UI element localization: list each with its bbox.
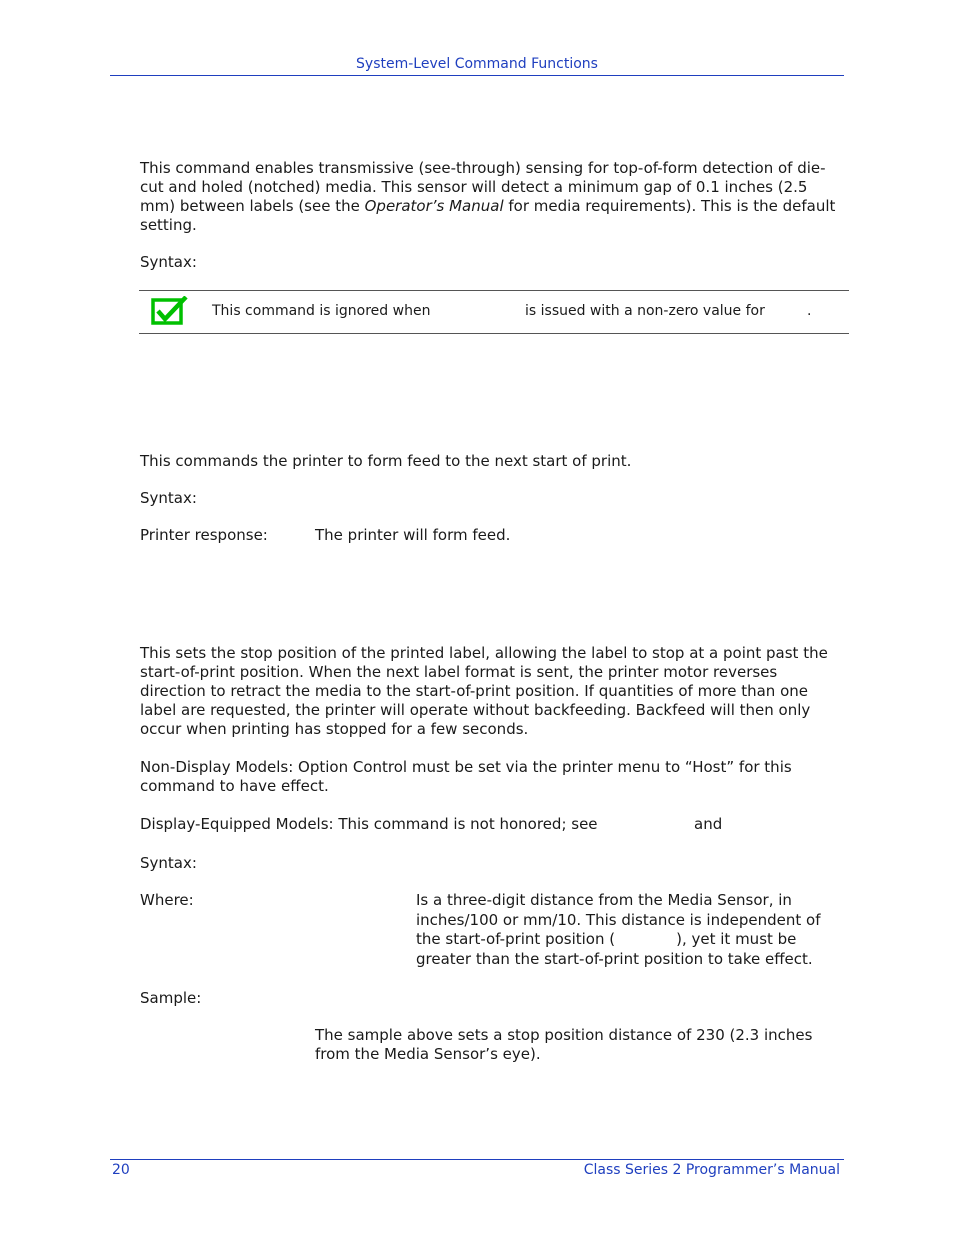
sample-description: The sample above sets a stop position distance of 230 (2.3 inches from the Media Sensor’s eye). xyxy=(315,1026,813,1063)
header-rule xyxy=(110,75,844,76)
where-label: Where: xyxy=(140,891,194,909)
printer-response-label: Printer response: xyxy=(140,526,268,544)
running-header: System-Level Command Functions xyxy=(356,56,598,72)
footer-rule xyxy=(110,1159,844,1160)
sample-label: Sample: xyxy=(140,989,202,1007)
section2-description: This commands the printer to form feed to the next start of print. xyxy=(140,452,632,470)
section3-syntax-label: Syntax: xyxy=(140,854,197,872)
printer-response-text: The printer will form feed. xyxy=(315,526,511,544)
section3-description: This sets the stop position of the printed label, allowing the label to stop at a point past the start-of-print position. When the next label format is sent, the printer motor reverses direction to retract the media to the start-of-print position. If quantities of more than one label are requested, the printer will operate without backfeeding. Backfeed will then only occur when printing has stopped for a few seconds. xyxy=(140,644,828,738)
where-description: Is a three-digit distance from the Media Sensor, in inches/100 or mm/10. This distance is independent of the start-of-print position ( ), yet it must be greater than the start-of-print position to take effect. xyxy=(416,891,821,968)
note-text-b: is issued with a non-zero value for xyxy=(525,303,765,319)
note-bottom-rule xyxy=(139,333,849,334)
section2-syntax-label: Syntax: xyxy=(140,489,197,507)
checkmark-note-icon xyxy=(151,296,189,326)
section1-description: This command enables transmissive (see-through) sensing for top-of-form detection of die-cut and holed (notched) media. This sensor will detect a minimum gap of 0.1 inches (2.5 mm) between labels (see the Operator’s Manual for media requirements). This is the default setting. xyxy=(140,159,836,234)
note-top-rule xyxy=(139,290,849,291)
non-display-models-text: Non-Display Models: Option Control must be set via the printer menu to “Host” for this command to have effect. xyxy=(140,758,792,795)
page-number: 20 xyxy=(112,1162,130,1178)
note-text-a: This command is ignored when xyxy=(212,303,431,319)
note-text-c: . xyxy=(807,303,812,319)
section1-syntax-label: Syntax: xyxy=(140,253,197,271)
manual-title: Class Series 2 Programmer’s Manual xyxy=(583,1162,840,1178)
display-equipped-text-a: Display-Equipped Models: This command is not honored; see xyxy=(140,815,598,833)
display-equipped-text-b: and xyxy=(694,815,723,833)
